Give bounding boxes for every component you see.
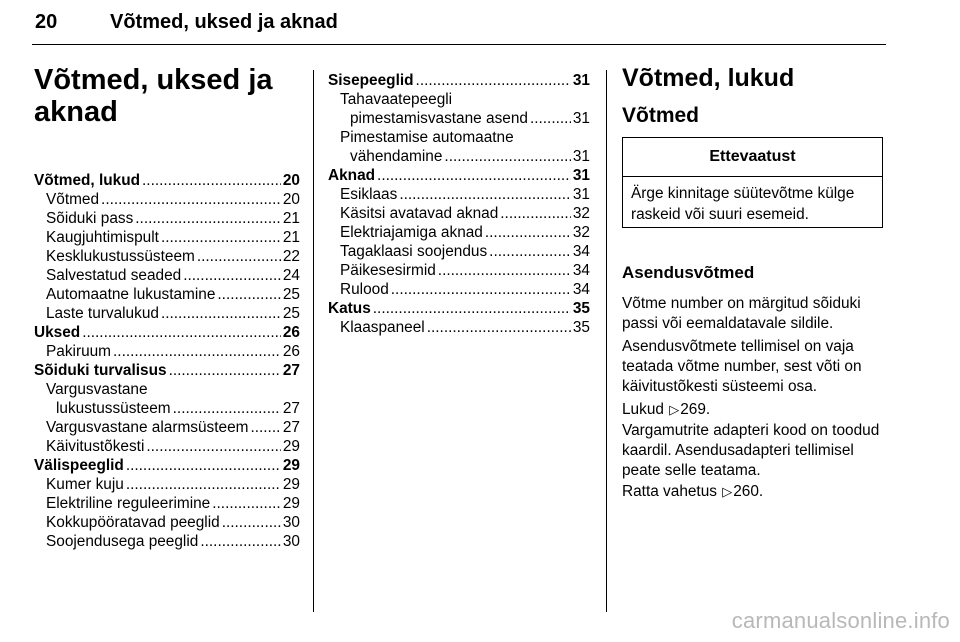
toc-entry[interactable] [328,166,590,185]
toc-entry-page: 32 [572,224,590,241]
toc-entry[interactable] [34,418,300,437]
page-reference[interactable]: 269. [680,401,711,418]
paragraph: Vargamutrite adapteri kood on toodud kaardil. Asendusadapteri tellimisel peate selle teatama. [622,422,880,479]
cross-reference-arrow-icon: ▷ [669,402,680,417]
toc-entry-page: 34 [572,243,590,260]
toc-leader-dots [416,71,571,90]
toc-entry-label: vähendamine [350,148,443,165]
toc-leader-dots [113,342,281,361]
toc-entry-label: pimestamisvastane asend [350,110,528,127]
cross-reference-arrow-icon: ▷ [722,484,733,499]
paragraph: Asendusvõtmete tellimisel on vaja teatada võtme number, sest võti on käivitustõkesti süsteemi osa. [622,338,862,395]
toc-leader-dots [82,323,281,342]
toc-entry-page: 34 [572,262,590,279]
toc-entry-page: 27 [282,362,300,379]
caution-text: Ärge kinnitage süütevõtme külge raskeid või suuri esemeid. [631,185,855,223]
toc-entry[interactable] [328,280,590,299]
toc-leader-dots [183,266,281,285]
toc-entry-label: Pakiruum [46,343,112,360]
column-divider [606,70,607,612]
toc-entry-page: 27 [282,400,300,417]
running-title: Võtmed, uksed ja aknad [110,11,338,33]
toc-entry-label: Välispeeglid [34,457,124,474]
toc-entry[interactable] [328,185,590,204]
toc-entry[interactable] [328,223,590,242]
toc-entry-label: Võtmed, lukud [34,172,141,189]
toc-leader-dots [126,475,281,494]
toc-entry[interactable] [328,299,590,318]
toc-entry-page: 30 [282,514,300,531]
watermark: carmanualsonline.info [731,608,950,633]
toc-leader-dots [135,209,281,228]
toc-leader-dots [530,109,571,128]
toc-entry-label: Klaaspaneel [340,319,425,336]
toc-entry-page: 32 [572,205,590,222]
toc-entry[interactable] [34,247,300,266]
toc-entry-label: lukustussüsteem [56,400,171,417]
toc-entry-page: 20 [282,172,300,189]
subsection-title: Võtmed [622,104,700,127]
toc-entry-label: Kumer kuju [46,476,124,493]
toc-entry[interactable] [328,147,590,166]
toc-entry-label: Vargusvastane alarmsüsteem [46,419,249,436]
toc-entry-label: Rulood [340,281,389,298]
toc-entry[interactable] [328,318,590,337]
toc-entry[interactable] [34,285,300,304]
toc-entry[interactable] [34,323,300,342]
page-number: 20 [35,11,58,33]
toc-entry-label: Pimestamise automaatne [340,129,514,146]
toc-entry[interactable] [328,128,590,147]
chapter-title-line2: aknad [34,96,118,128]
toc-entry-page: 20 [282,191,300,208]
toc-entry-page: 29 [282,495,300,512]
paragraph [622,482,887,502]
toc-entry-page: 31 [572,72,590,89]
toc-entry-page: 30 [282,533,300,550]
toc-entry[interactable] [34,266,300,285]
paragraph [622,400,887,420]
toc-entry[interactable] [328,71,590,90]
toc-entry-page: 31 [572,186,590,203]
toc-leader-dots [377,166,571,185]
toc-entry[interactable] [34,304,300,323]
toc-entry-label: Sõiduki turvalisus [34,362,167,379]
toc-entry-page: 21 [282,210,300,227]
toc-entry[interactable] [34,513,300,532]
toc-entry-label: Esiklaas [340,186,398,203]
toc-entry[interactable] [328,204,590,223]
toc-entry-label: Tagaklaasi soojendus [340,243,488,260]
toc-leader-dots [169,361,281,380]
page-header [32,6,886,45]
toc-entry-page: 35 [572,319,590,336]
toc-entry-label: Salvestatud seaded [46,267,182,284]
toc-leader-dots [444,147,570,166]
chapter-title [34,64,273,128]
toc-entry-label: Päikesesirmid [340,262,436,279]
section-title: Võtmed, lukud [622,64,795,92]
toc-entry-label: Elektriline reguleerimine [46,495,211,512]
toc-entry-label: Võtmed [46,191,100,208]
toc-leader-dots [200,532,281,551]
toc-leader-dots [438,261,571,280]
toc-entry-page: 25 [282,305,300,322]
toc-leader-dots [399,185,571,204]
toc-entry-page: 29 [282,476,300,493]
toc-entry-label: Soojendusega peeglid [46,533,199,550]
toc-entry-page: 26 [282,343,300,360]
toc-entry-label: Laste turvalukud [46,305,159,322]
toc-leader-dots [217,285,280,304]
toc-leader-dots [161,304,281,323]
toc-entry[interactable] [34,361,300,380]
paragraph-text: Lukud [622,401,664,418]
toc-leader-dots [427,318,571,337]
toc-entry-label: Tahavaatepeegli [340,91,453,108]
caution-heading: Ettevaatust [623,138,882,177]
toc-entry-label: Kaugjuhtimispult [46,229,159,246]
toc-leader-dots [212,494,281,513]
toc-leader-dots [161,228,281,247]
toc-entry-page: 26 [282,324,300,341]
toc-entry[interactable] [328,242,590,261]
toc-entry-label: Sisepeeglid [328,72,414,89]
toc-entry[interactable] [34,456,300,475]
toc-entry-page: 27 [282,419,300,436]
toc-entry[interactable] [328,109,590,128]
toc-entry-label: Elektriajamiga aknad [340,224,483,241]
toc-entry-page: 29 [282,438,300,455]
toc-entry[interactable] [34,228,300,247]
toc-entry-page: 21 [282,229,300,246]
toc-leader-dots [391,280,571,299]
toc-entry-label: Käsitsi avatavad aknad [340,205,499,222]
toc-leader-dots [250,418,280,437]
toc-leader-dots [126,456,281,475]
toc-entry[interactable] [34,171,300,190]
toc-entry[interactable] [34,437,300,456]
toc-entry-page: 31 [572,167,590,184]
toc-entry-label: Vargusvastane [46,381,148,398]
toc-entry[interactable] [34,190,300,209]
toc-entry[interactable] [34,532,300,551]
toc-leader-dots [142,171,281,190]
toc-entry-label: Käivitustõkesti [46,438,145,455]
toc-list [34,171,300,551]
toc-leader-dots [101,190,281,209]
toc-entry[interactable] [34,494,300,513]
toc-entry-label: Kesklukustussüsteem [46,248,195,265]
toc-leader-dots [489,242,571,261]
toc-entry-page: 31 [572,148,590,165]
toc-entry-page: 35 [572,300,590,317]
subsection-heading: Asendusvõtmed [622,263,755,282]
toc-entry[interactable] [34,380,300,399]
toc-leader-dots [373,299,571,318]
page-reference[interactable]: 260. [733,483,764,500]
toc-leader-dots [500,204,571,223]
paragraph-text: Ratta vahetus [622,483,717,500]
toc-entry-page: 25 [282,286,300,303]
toc-entry-label: Aknad [328,167,376,184]
toc-entry[interactable] [34,342,300,361]
toc-entry-page: 34 [572,281,590,298]
toc-entry[interactable] [34,399,300,418]
caution-box [622,137,883,228]
toc-entry[interactable] [34,209,300,228]
toc-entry-page: 22 [282,248,300,265]
toc-entry-page: 24 [282,267,300,284]
toc-entry-label: Automaatne lukustamine [46,286,216,303]
toc-leader-dots [222,513,281,532]
toc-list [328,71,590,337]
toc-entry[interactable] [34,475,300,494]
toc-entry-page: 31 [572,110,590,127]
toc-entry-label: Katus [328,300,371,317]
column-divider [313,70,314,612]
toc-leader-dots [173,399,281,418]
paragraph: Võtme number on märgitud sõiduki passi või eemaldatavale sildile. [622,295,861,332]
toc-entry-page: 29 [282,457,300,474]
toc-entry-label: Sõiduki pass [46,210,134,227]
toc-entry-label: Kokkupööratavad peeglid [46,514,220,531]
toc-entry-label: Uksed [34,324,81,341]
toc-leader-dots [197,247,281,266]
chapter-title-line1: Võtmed, uksed ja [34,64,273,96]
toc-entry[interactable] [328,261,590,280]
toc-leader-dots [485,223,571,242]
toc-entry[interactable] [328,90,590,109]
toc-leader-dots [146,437,281,456]
